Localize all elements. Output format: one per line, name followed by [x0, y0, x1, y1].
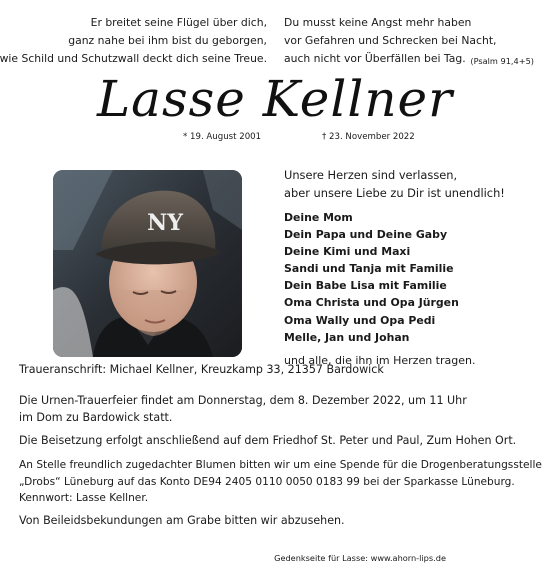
verse-line: vor Gefahren und Schrecken bei Nacht,: [284, 34, 497, 47]
mourner-name: Dein Babe Lisa mit Familie: [284, 279, 447, 293]
birth-date: * 19. August 2001: [183, 132, 262, 142]
intro-line: Unsere Herzen sind verlassen,: [284, 168, 458, 182]
intro-line: aber unsere Liebe zu Dir ist unendlich!: [284, 186, 505, 200]
mourner-name: Dein Papa und Deine Gaby: [284, 228, 448, 242]
mourner-name: Deine Kimi und Maxi: [284, 245, 411, 259]
donation-line: Kennwort: Lasse Kellner.: [19, 492, 149, 504]
verse-line: Du musst keine Angst mehr haben: [284, 16, 472, 29]
mourner-name: Sandi und Tanja mit Familie: [284, 262, 454, 276]
verse-line: Er breitet seine Flügel über dich,: [90, 16, 267, 29]
verse-source: (Psalm 91,4+5): [470, 56, 534, 66]
ceremony-line: im Dom zu Bardowick statt.: [19, 411, 173, 424]
burial-info: Die Beisetzung erfolgt anschließend auf dem Friedhof St. Peter und Paul, Zum Hohen Ort.: [19, 434, 517, 447]
mourner-name: Deine Mom: [284, 211, 353, 224]
ceremony-info: [19, 392, 539, 426]
verse-line: ganz nahe bei ihm bist du geborgen,: [68, 34, 267, 47]
memorial-page-link[interactable]: Gedenkseite für Lasse: www.ahorn-lips.de: [274, 553, 446, 563]
mourners-intro: [284, 166, 534, 202]
portrait-illustration: [53, 170, 242, 357]
mourner-name: Oma Wally und Opa Pedi: [284, 313, 436, 327]
donation-line: An Stelle freundlich zugedachter Blumen bitten wir um eine Spende für die Drogenberatungsstelle: [19, 459, 542, 471]
mourner-name: Oma Christa und Opa Jürgen: [284, 296, 459, 310]
death-date: † 23. November 2022: [322, 132, 415, 142]
portrait-photo: [53, 170, 242, 357]
donation-info: [19, 457, 542, 507]
mourners-list: [284, 209, 534, 346]
cap-logo: NY: [147, 210, 183, 236]
verse-line: auch nicht vor Überfällen bei Tag.: [284, 52, 466, 65]
verse-line: wie Schild und Schutzwall deckt dich seine Treue.: [0, 52, 267, 65]
condolence-note: Von Beileidsbekundungen am Grabe bitten wir abzusehen.: [19, 514, 345, 527]
verse-left: [0, 14, 267, 68]
ceremony-line: Die Urnen-Trauerfeier findet am Donnerstag, dem 8. Dezember 2022, um 11 Uhr: [19, 394, 467, 407]
mourners-closing: und alle, die ihn im Herzen tragen.: [284, 353, 476, 367]
deceased-name: Lasse Kellner: [96, 70, 454, 128]
mourners-block: [284, 166, 534, 367]
mourner-name: Melle, Jan und Johan: [284, 330, 410, 344]
donation-line: „Drobs“ Lüneburg auf das Konto DE94 2405 0110 0050 0183 99 bei der Sparkasse Lüneburg.: [19, 475, 515, 488]
verse-right: [284, 14, 497, 68]
mourning-address: Traueranschrift: Michael Kellner, Kreuzkamp 33, 21357 Bardowick: [19, 363, 384, 376]
